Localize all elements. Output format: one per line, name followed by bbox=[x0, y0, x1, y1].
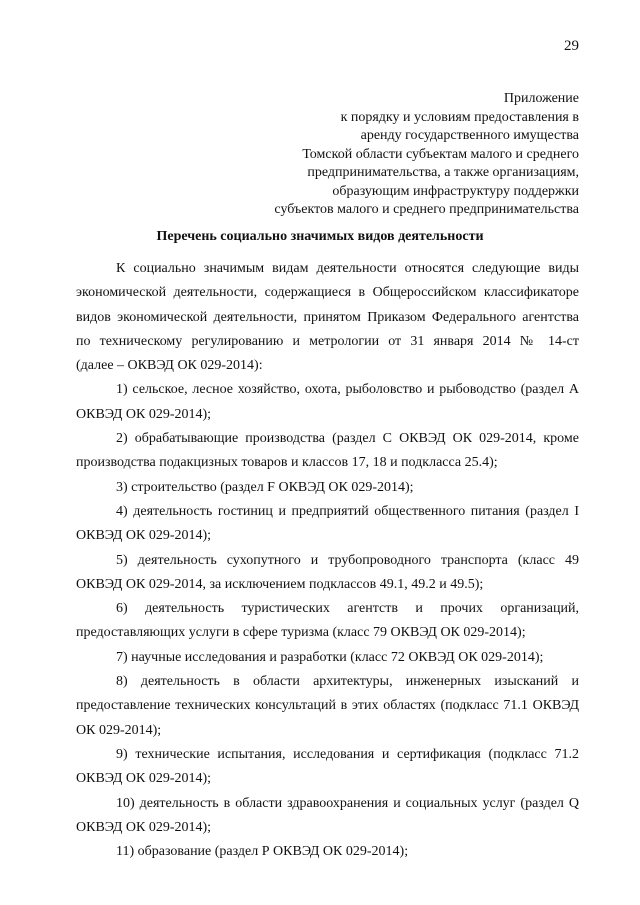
appendix-line: предпринимательства, а также организациям, bbox=[307, 165, 579, 180]
list-item bbox=[76, 427, 579, 476]
text-line: 9) технические испытания, исследования и сертификация (подкласс 71.2 bbox=[116, 746, 579, 762]
text-line: 5) деятельность сухопутного и трубопроводного транспорта (класс 49 bbox=[116, 552, 579, 568]
text-line: предоставление технических консультаций в этих областях (подкласс 71.1 ОКВЭД bbox=[76, 698, 579, 714]
text-line: ОКВЭД ОК 029-2014); bbox=[76, 528, 212, 544]
text-line: ОКВЭД ОК 029-2014); bbox=[76, 771, 212, 787]
text-line: экономической деятельности, содержащиеся в Общероссийском классификаторе bbox=[76, 285, 579, 301]
text-line: 7) научные исследования и разработки (класс 72 ОКВЭД ОК 029-2014); bbox=[116, 649, 544, 665]
text-line: видов экономической деятельности, принятом Приказом Федерального агентства bbox=[76, 309, 579, 325]
list-item bbox=[76, 378, 579, 427]
appendix-line: Томской области субъектам малого и среднего bbox=[302, 146, 579, 162]
text-line: производства подакцизных товаров и классов 17, 18 и подкласса 25.4); bbox=[76, 455, 498, 471]
text-line: 10) деятельность в области здравоохранения и социальных услуг (раздел Q bbox=[116, 795, 579, 811]
document-body bbox=[76, 257, 579, 864]
appendix-line: субъектов малого и среднего предпринимательства bbox=[274, 202, 579, 217]
appendix-line: аренду государственного имущества bbox=[360, 128, 579, 143]
text-line: 1) сельское, лесное хозяйство, охота, рыболовство и рыбоводство (раздел А bbox=[116, 382, 579, 398]
text-line: по техническому регулированию и метрологии от 31 января 2014 № 14-ст bbox=[76, 333, 579, 349]
list-item bbox=[76, 743, 579, 792]
text-line: ОК 029-2014); bbox=[76, 722, 162, 738]
text-line: 8) деятельность в области архитектуры, инженерных изысканий и bbox=[116, 674, 579, 690]
text-line: 3) строительство (раздел F ОКВЭД ОК 029-2014); bbox=[116, 479, 414, 495]
text-line: 11) образование (раздел Р ОКВЭД ОК 029-2014); bbox=[116, 844, 409, 860]
list-item bbox=[76, 792, 579, 841]
appendix-line: к порядку и условиям предоставления в bbox=[340, 109, 579, 125]
list-item bbox=[76, 840, 579, 864]
text-line: 6) деятельность туристических агентств и прочих организаций, bbox=[116, 601, 579, 617]
text-line: К социально значимым видам деятельности относятся следующие виды bbox=[116, 261, 579, 276]
text-line: 4) деятельность гостиниц и предприятий общественного питания (раздел I bbox=[116, 503, 579, 519]
text-line: ОКВЭД ОК 029-2014); bbox=[76, 819, 212, 835]
text-line: ОКВЭД ОК 029-2014, за исключением подклассов 49.1, 49.2 и 49.5); bbox=[76, 576, 484, 592]
text-line: (далее – ОКВЭД ОК 029-2014): bbox=[76, 358, 263, 374]
document-title: Перечень социально значимых видов деятельности bbox=[156, 229, 484, 244]
appendix-line: Приложение bbox=[503, 91, 579, 106]
list-item bbox=[76, 549, 579, 598]
list-item bbox=[76, 597, 579, 646]
list-item bbox=[76, 500, 579, 549]
appendix-line: образующим инфраструктуру поддержки bbox=[332, 183, 579, 199]
list-item bbox=[76, 476, 579, 500]
text-line: предоставляющих услуги в сфере туризма (класс 79 ОКВЭД ОК 029-2014); bbox=[76, 625, 526, 641]
text-line: ОКВЭД ОК 029-2014); bbox=[76, 406, 212, 422]
intro-paragraph bbox=[76, 257, 579, 378]
text-line: 2) обрабатывающие производства (раздел С ОКВЭД ОК 029-2014, кроме bbox=[116, 431, 579, 447]
list-item bbox=[76, 646, 579, 670]
appendix-header bbox=[274, 90, 579, 220]
page-number: 29 bbox=[564, 38, 579, 54]
list-item bbox=[76, 670, 579, 743]
